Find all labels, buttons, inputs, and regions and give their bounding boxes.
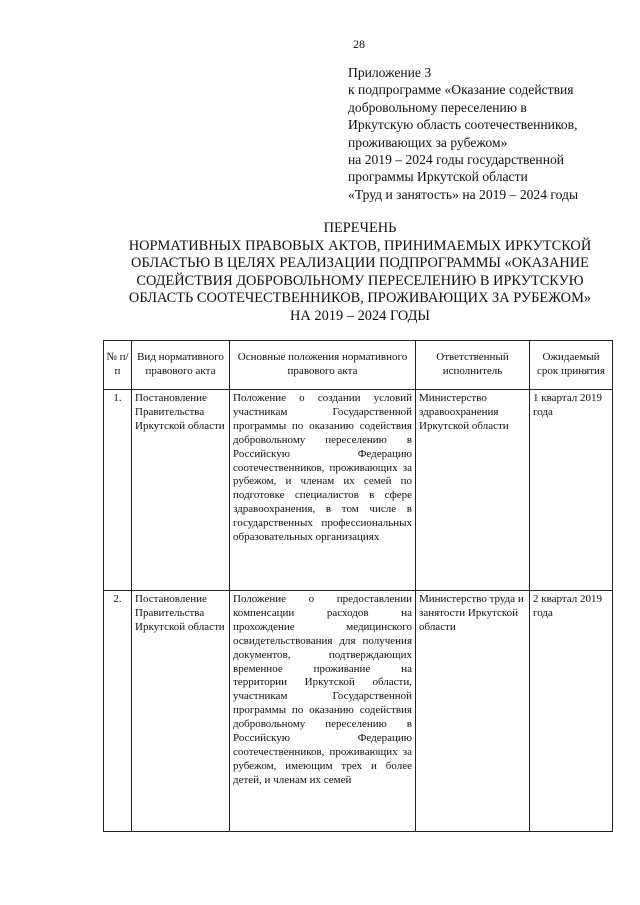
- appendix-line: Приложение 3: [348, 65, 432, 80]
- row-executor: Министерство труда и занятости Иркутской области: [416, 591, 530, 832]
- row-main-provisions: Положение о предоставлении компенсации расходов на прохождение медицинского освидетельствования для получения документов, подтверждающих временное проживание на территории Иркутской области, участникам Государственной программы по оказанию содействия добровольному переселению в Российскую Федерацию соотечественников, проживающих за рубежом, имеющим трех и более детей, и членам их семей: [230, 591, 416, 832]
- title-line: ПЕРЕЧЕНЬ: [323, 220, 397, 236]
- row-number: 1.: [104, 390, 132, 591]
- table-row: [104, 390, 613, 591]
- header-act-type: Вид нормативного правового акта: [132, 341, 230, 390]
- header-executor: Ответственный исполнитель: [416, 341, 530, 390]
- header-number: № п/п: [104, 341, 132, 390]
- appendix-note: [348, 64, 628, 203]
- table-row: [104, 591, 613, 832]
- header-main-provisions: Основные положения нормативного правового акта: [230, 341, 416, 390]
- title-line: СОДЕЙСТВИЯ ДОБРОВОЛЬНОМУ ПЕРЕСЕЛЕНИЮ В ИРКУТСКУЮ: [136, 272, 584, 289]
- row-act-type: Постановление Правительства Иркутской области: [132, 591, 230, 832]
- row-number: 2.: [104, 591, 132, 832]
- title-line: НОРМАТИВНЫХ ПРАВОВЫХ АКТОВ, ПРИНИМАЕМЫХ ИРКУТСКОЙ: [128, 237, 592, 254]
- page-number: 28: [353, 37, 365, 51]
- appendix-line: «Труд и занятость» на 2019 – 2024 годы: [348, 186, 579, 202]
- appendix-line: добровольному переселению в: [348, 99, 527, 115]
- title-line: НА 2019 – 2024 ГОДЫ: [290, 307, 430, 324]
- row-executor: Министерство здравоохранения Иркутской области: [416, 390, 530, 591]
- acts-table: [103, 340, 613, 832]
- document-title: [40, 220, 640, 326]
- appendix-line: проживающих за рубежом»: [348, 134, 508, 150]
- table-header-row: [104, 341, 613, 390]
- appendix-line: на 2019 – 2024 годы государственной: [348, 152, 565, 168]
- appendix-line: к подпрограмме «Оказание содействия: [348, 82, 574, 98]
- appendix-line: программы Иркутской области: [348, 169, 528, 185]
- row-main-provisions: Положение о создании условий участникам Государственной программы по оказанию содействия добровольному переселению в Российскую Федерацию соотечественников, проживающих за рубежом, и членам их семей по подготовке специалистов в сфере здравоохранения, в том числе в государственных профессиональных образовательных организациях: [230, 390, 416, 591]
- title-line: ОБЛАСТЬ СООТЕЧЕСТВЕННИКОВ, ПРОЖИВАЮЩИХ ЗА РУБЕЖОМ»: [128, 290, 592, 307]
- title-line: ОБЛАСТЬЮ В ЦЕЛЯХ РЕАЛИЗАЦИИ ПОДПРОГРАММЫ «ОКАЗАНИЕ: [131, 255, 589, 272]
- header-term: Ожидаемый срок принятия: [530, 341, 613, 390]
- row-term: 1 квартал 2019 года: [530, 390, 613, 591]
- row-term: 2 квартал 2019 года: [530, 591, 613, 832]
- row-act-type: Постановление Правительства Иркутской области: [132, 390, 230, 591]
- appendix-line: Иркутскую область соотечественников,: [348, 117, 578, 133]
